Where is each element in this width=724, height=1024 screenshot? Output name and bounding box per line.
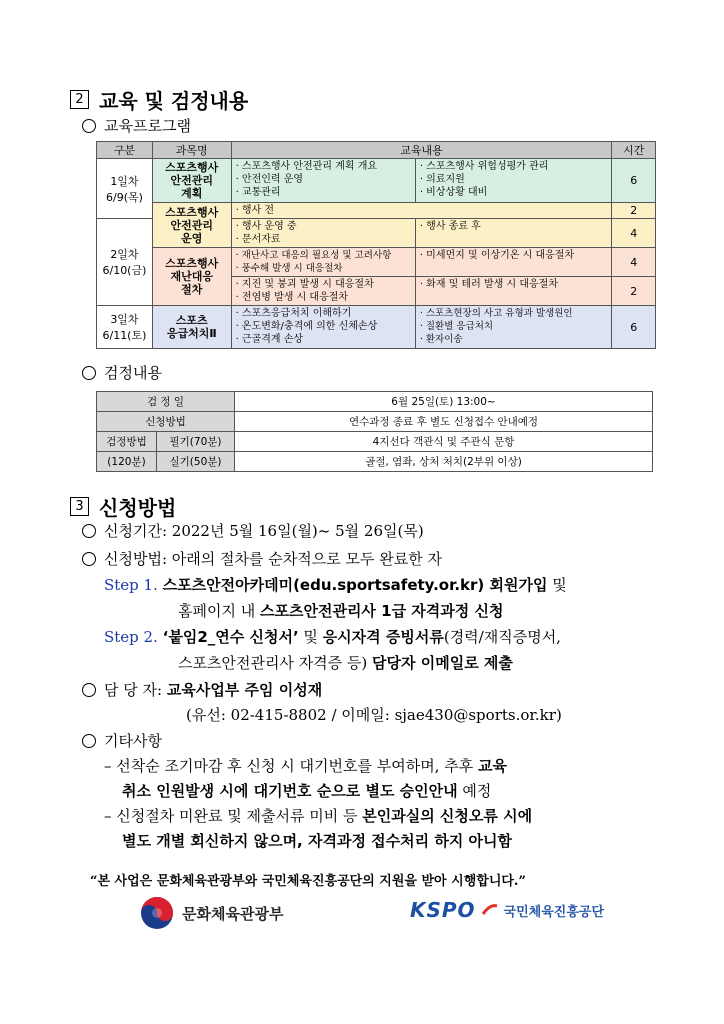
etc-2-bold: 본인과실의 신청오류 시에 (362, 807, 533, 825)
circle-bullet-icon (82, 552, 96, 566)
step-2-line2-pre: 스포츠안전관리사 자격증 등) (178, 654, 373, 672)
circle-bullet-icon (82, 119, 96, 133)
etc-2-line (104, 805, 532, 826)
step-2-line-2 (178, 652, 513, 673)
content-cell: · 재난사고 대응의 필요성 및 고려사항 · 풍수해 발생 시 대응절차 (231, 248, 415, 277)
section-2-title (70, 85, 248, 114)
step-2-line2-bold: 담당자 이메일로 제출 (372, 654, 513, 672)
etc-2-line-2 (122, 830, 512, 851)
content-cell: · 행사 전 (231, 203, 612, 219)
program-table (96, 141, 656, 349)
written-label: 필기(70분) (157, 432, 235, 452)
subject-cell: 스포츠행사 안전관리 운영 (152, 203, 231, 248)
circle-bullet-icon (82, 734, 96, 748)
circle-bullet-icon (82, 683, 96, 697)
etc-2-line2-bold: 별도 개별 회신하지 않으며, 자격과정 접수처리 하지 아니함 (122, 832, 513, 850)
day-1-cell: 1일차 6/9(목) (97, 159, 153, 219)
exam-method-score: (120분) (97, 452, 157, 472)
etc-1-line-2 (122, 780, 491, 801)
content-cell: · 스포츠응급처치 이해하기 · 온도변화/충격에 의한 신체손상 · 근골격계 손상 (231, 306, 415, 349)
kspo-swoosh-icon (482, 902, 498, 918)
exam-heading-text: 검정내용 (104, 364, 162, 382)
circle-bullet-icon (82, 524, 96, 538)
step-2-label: Step 2. (104, 628, 158, 646)
subject-cell: 스포츠행사 재난대응 절차 (152, 248, 231, 306)
content-cell: · 미세먼지 및 이상기온 시 대응절차 (415, 248, 612, 277)
exam-method-label: 검정방법 (97, 432, 157, 452)
mcst-logo-text: 문화체육관광부 (182, 904, 284, 923)
step-2-bold2: 응시자격 증빙서류 (322, 628, 444, 646)
etc-1-line2-bold: 취소 인원발생 시에 대기번호 순으로 별도 승인안내 (122, 782, 458, 800)
day-2-cell: 2일차 6/10(금) (97, 219, 153, 306)
program-heading-text: 교육프로그램 (104, 117, 191, 135)
content-cell: · 스포츠현장의 사고 유형과 발생원인 · 질환별 응급처치 · 환자이송 (415, 306, 612, 349)
section-2-title-text: 교육 및 검정내용 (99, 89, 249, 113)
table-header: 교육내용 (231, 142, 612, 159)
apply-period-text: 신청기간: 2022년 5월 16일(월)~ 5월 26일(목) (104, 522, 424, 540)
taegeuk-icon (140, 896, 174, 930)
practical-label: 실기(50분) (157, 452, 235, 472)
content-cell: · 행사 종료 후 (415, 219, 612, 248)
subject-cell: 스포츠 응급처치Ⅱ (152, 306, 231, 349)
apply-method-label: 신청방법 (97, 412, 235, 432)
practical-value: 골절, 염좌, 상처 처치(2부위 이상) (235, 452, 653, 472)
contact (82, 679, 322, 700)
etc-1-line (104, 755, 507, 776)
footer-note: “본 사업은 문화체육관광부와 국민체육진흥공단의 지원을 받아 시행합니다.” (90, 874, 526, 889)
circle-bullet-icon (82, 366, 96, 380)
table-header: 과목명 (152, 142, 231, 159)
day-3-cell: 3일차 6/11(토) (97, 306, 153, 349)
etc-1-line2-tail: 예정 (457, 782, 492, 800)
step-2-mid: 및 (298, 628, 323, 646)
section-number-box: 2 (70, 90, 89, 109)
step-1-tail: 및 (547, 576, 567, 594)
apply-method-value: 연수과정 종료 후 별도 신청접수 안내예정 (235, 412, 653, 432)
etc-2-pre: – 신청절차 미완료 및 제출서류 미비 등 (104, 807, 363, 825)
content-cell: · 행사 운영 중 · 문서자료 (231, 219, 415, 248)
etc-1-bold: 교육 (477, 757, 507, 775)
contact-pre: 담 당 자: (104, 681, 167, 699)
kspo-logo (410, 898, 604, 922)
step-1-line2-pre: 홈페이지 내 (178, 602, 260, 620)
subject-cell: 스포츠행사 안전관리 계획 (152, 159, 231, 203)
etc-heading-text: 기타사항 (104, 732, 162, 750)
content-cell: · 화재 및 테러 발생 시 대응절차 (415, 277, 612, 306)
section-3-title-text: 신청방법 (99, 496, 177, 520)
hours-cell: 2 (612, 203, 656, 219)
contact-line-2: (유선: 02-415-8802 / 이메일: sjae430@sports.or.kr) (186, 706, 562, 724)
etc-1-pre: – 선착순 조기마감 후 신청 시 대기번호를 부여하며, 추후 (104, 757, 478, 775)
step-1-label: Step 1. (104, 576, 158, 594)
step-1-line-2 (178, 600, 503, 621)
section-3-title (70, 492, 176, 521)
step-1-bold: 스포츠안전아카데미(edu.sportsafety.or.kr) 회원가입 (162, 576, 548, 594)
kspo-logo-text: 국민체육진흥공단 (503, 904, 605, 920)
content-cell: · 지진 및 붕괴 발생 시 대응절차 · 전염병 발생 시 대응절차 (231, 277, 415, 306)
etc-heading (82, 730, 162, 751)
contact-bold: 교육사업부 주임 이성재 (166, 681, 323, 699)
mcst-logo (140, 896, 283, 930)
hours-cell: 4 (612, 248, 656, 277)
exam-table (96, 391, 653, 472)
content-cell: · 스포츠행사 안전관리 계획 개요 · 안전인력 운영 · 교통관리 (231, 159, 415, 203)
step-2-line (104, 626, 561, 647)
table-header: 구분 (97, 142, 153, 159)
written-value: 4지선다 객관식 및 주관식 문항 (235, 432, 653, 452)
apply-method (82, 548, 442, 569)
kspo-mark: KSPO (410, 898, 476, 922)
section-number-box: 3 (70, 497, 89, 516)
hours-cell: 6 (612, 159, 656, 203)
apply-period (82, 520, 424, 541)
hours-cell: 2 (612, 277, 656, 306)
hours-cell: 6 (612, 306, 656, 349)
exam-date-label: 검 정 일 (97, 392, 235, 412)
exam-date-value: 6월 25일(토) 13:00~ (235, 392, 653, 412)
exam-heading (82, 362, 162, 383)
step-1-line (104, 574, 567, 595)
content-cell: · 스포츠행사 위험성평가 관리 · 의료지원 · 비상상황 대비 (415, 159, 612, 203)
step-1-line2-bold: 스포츠안전관리사 1급 자격과정 신청 (260, 602, 504, 620)
program-heading (82, 115, 191, 136)
step-2-bold1: ‘붙임2_연수 신청서’ (162, 628, 299, 646)
table-header: 시간 (612, 142, 656, 159)
step-2-tail: (경력/재직증명서, (443, 628, 561, 646)
apply-method-text: 신청방법: 아래의 절차를 순차적으로 모두 완료한 자 (104, 550, 442, 568)
hours-cell: 4 (612, 219, 656, 248)
